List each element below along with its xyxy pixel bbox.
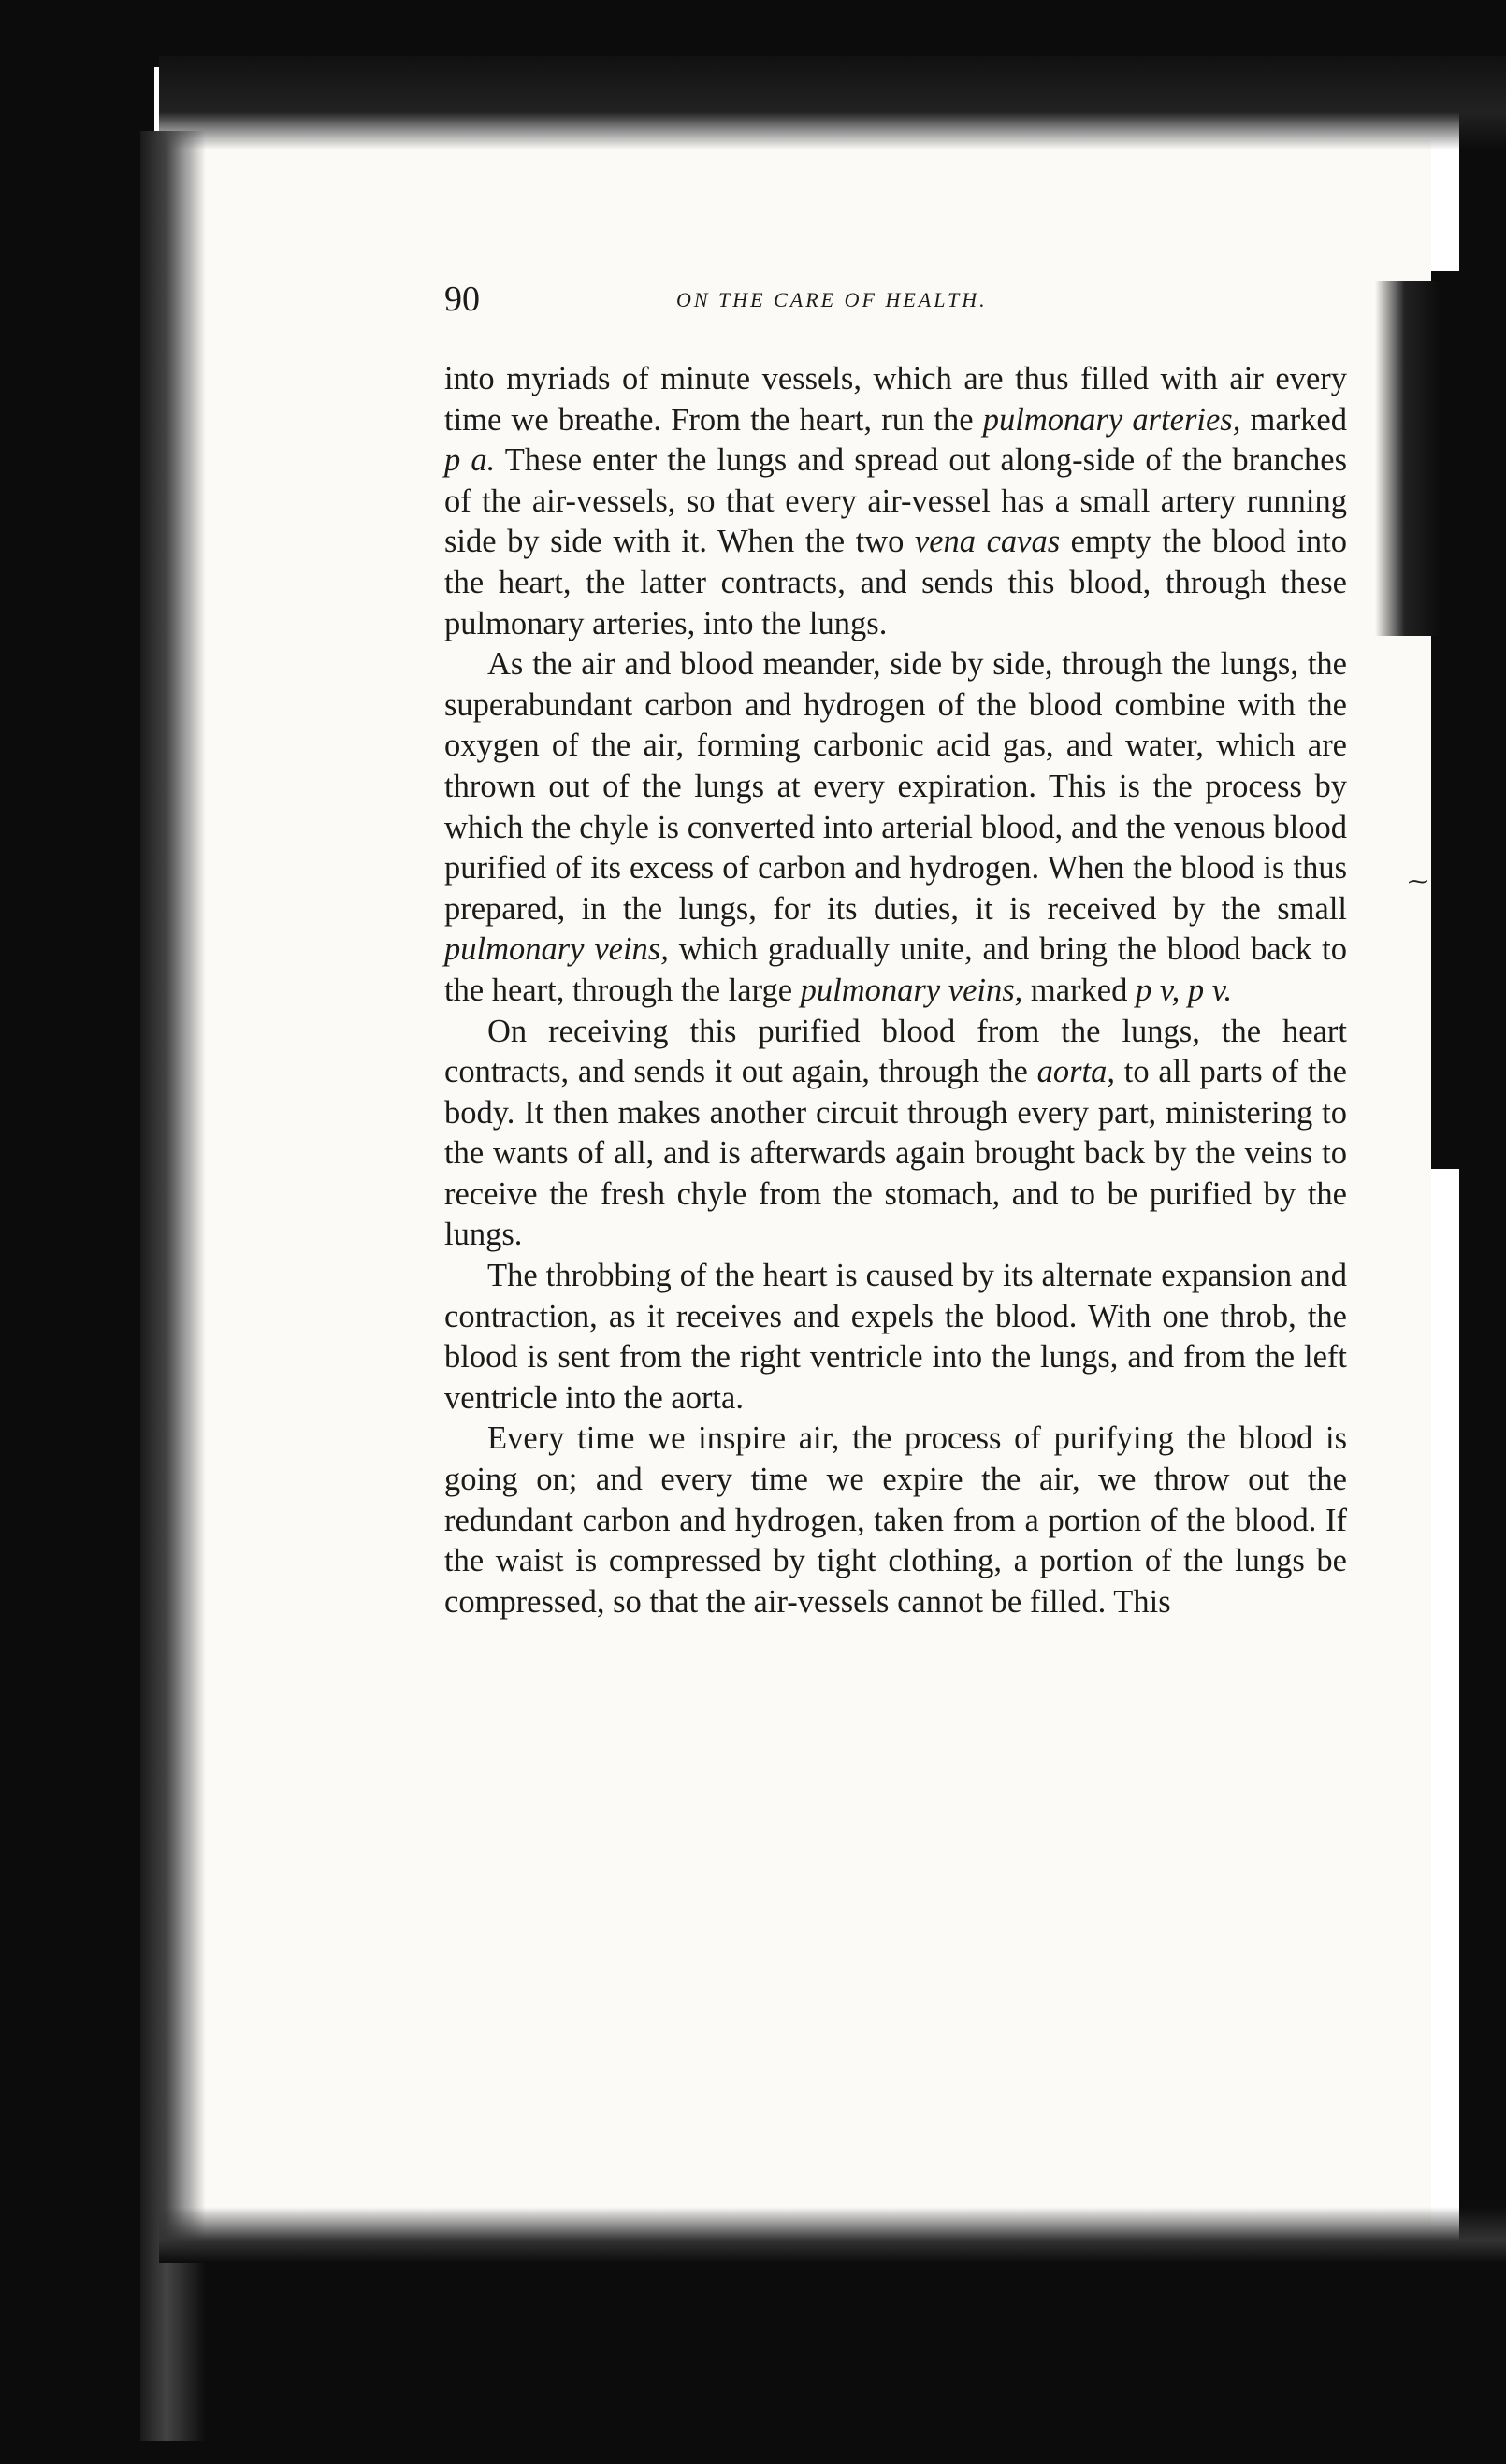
- running-head: ON THE CARE OF HEALTH.: [676, 288, 988, 311]
- page-header: [444, 279, 1380, 335]
- paragraph: [444, 1419, 1347, 1622]
- text-run: Every time we inspire air, the process of purifying the blood is going on; and every time we expire the air, we throw out the redundant carbon and hydrogen, taken from a portion of the blood. If the waist is compressed by tight clothing, a portion of the lungs be compressed, so that the air-vessels cannot be filled. This: [444, 1420, 1347, 1620]
- italic-text: pulmonary arteries,: [982, 401, 1241, 438]
- italic-text: aorta,: [1036, 1054, 1116, 1090]
- scan-shadow-bottom: [159, 2207, 1506, 2263]
- page-number: 90: [444, 280, 480, 319]
- scan-shadow-left: [140, 131, 206, 2441]
- paragraph: [444, 644, 1347, 1011]
- text-run: On receiving this purified blood from the lungs, the heart contracts, and sends it out again, through the: [444, 1013, 1347, 1090]
- text-run: These enter the lungs and spread out along-side of the branches of the air-vessels, so that every air-vessel has a small artery running side by side with it. When the two: [444, 442, 1347, 560]
- scan-shadow-right-inner: [1375, 281, 1441, 636]
- italic-text: p v, p v.: [1136, 972, 1233, 1008]
- text-run: As the air and blood meander, side by side, through the lungs, the superabundant carbon and hydrogen of the blood combine with the oxygen of the air, forming carbonic acid gas, and water, which are thrown out of the lungs at every expiration. This is the process by which the chyle is converted into arterial blood, and the venous blood purified of its excess of carbon and hydrogen. When the blood is thus prepared, in the lungs, for its duties, it is received by the small: [444, 646, 1347, 927]
- paragraph: [444, 1012, 1347, 1257]
- body-text: [444, 359, 1347, 1622]
- scan-border-left: [0, 0, 154, 2464]
- italic-text: pulmonary veins,: [800, 972, 1023, 1008]
- scan-border-bottom: [0, 2249, 1506, 2464]
- text-run: The throbbing of the heart is caused by its alternate expansion and contraction, as it receives and expels the blood. With one throb, the blood is sent from the right ventricle into the lungs, and from the left ventricle into the aorta.: [444, 1258, 1347, 1416]
- paragraph: [444, 359, 1347, 644]
- italic-text: vena cavas: [914, 524, 1061, 560]
- text-run: to all parts of the body. It then makes another circuit through every part, ministering to the wants of all, and is afterwards again brought back by the veins to receive the fresh chyle from the stomach, and to be purified by the lungs.: [444, 1054, 1347, 1253]
- text-run: which gradually unite, and bring the blood back to the heart, through the large: [444, 931, 1347, 1008]
- text-run: marked: [1022, 972, 1136, 1008]
- text-run: marked: [1240, 401, 1347, 438]
- paragraph: [444, 1256, 1347, 1419]
- margin-pencil-mark: ⁓: [1408, 870, 1428, 893]
- italic-text: p a.: [444, 442, 496, 479]
- text-run: into myriads of minute vessels, which are thus filled with air every time we breathe. From the heart, run the: [444, 361, 1347, 438]
- italic-text: pulmonary veins,: [444, 931, 669, 968]
- text-run: empty the blood into the heart, the latter contracts, and sends this blood, through these pulmonary arteries, into the lungs.: [444, 524, 1347, 641]
- scan-shadow-top: [159, 56, 1506, 150]
